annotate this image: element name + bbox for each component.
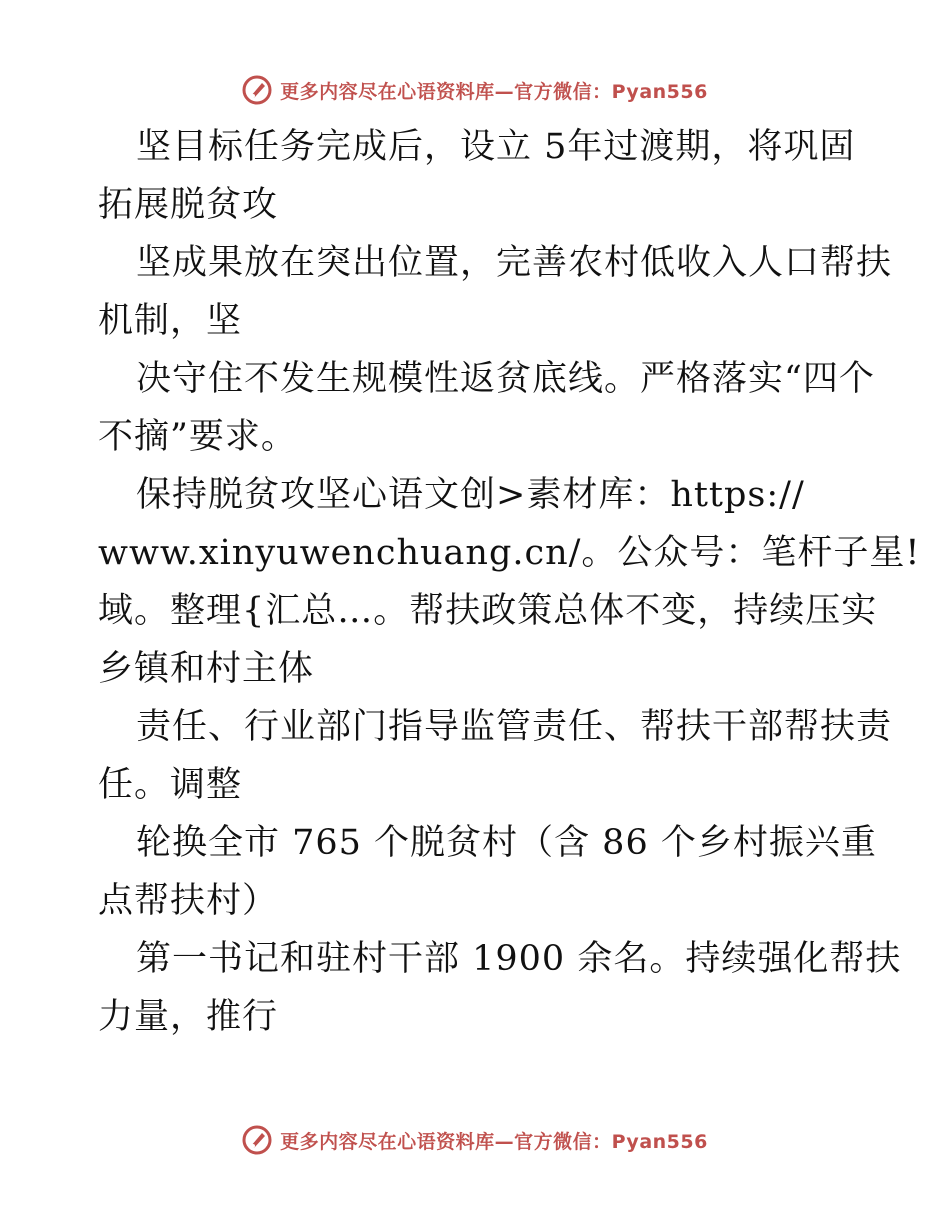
text-line: 拓展脱贫攻 — [98, 185, 279, 225]
text-line: 坚目标任务完成后，设立 5年过渡期，将巩固 — [136, 127, 856, 167]
text-line: 责任、行业部门指导监管责任、帮扶干部帮扶责 — [136, 707, 893, 747]
text-line: 点帮扶村） — [98, 881, 279, 921]
watermark-text: 更多内容尽在心语资料库—官方微信：Pyan556 — [280, 80, 708, 103]
text-line: 力量，推行 — [98, 997, 279, 1037]
text-line: 轮换全市 765 个脱贫村（含 86 个乡村振兴重 — [136, 823, 877, 863]
text-line: 坚成果放在突出位置，完善农村低收入人口帮扶 — [136, 243, 893, 283]
text-line: 第一书记和驻村干部 1900 余名。持续强化帮扶 — [136, 939, 902, 979]
text-line: 任。调整 — [98, 765, 243, 805]
footer-watermark — [0, 1120, 950, 1160]
pen-seal-icon — [242, 75, 272, 105]
text-line: 保持脱贫攻坚心语文创>素材库：https:// — [136, 475, 805, 515]
text-line: 域。整理{汇总…。帮扶政策总体不变，持续压实 — [98, 591, 878, 631]
watermark-text: 更多内容尽在心语资料库—官方微信：Pyan556 — [280, 1130, 708, 1153]
text-line: 不摘”要求。 — [98, 417, 297, 457]
header-watermark — [0, 70, 950, 110]
text-line: www.xinyuwenchuang.cn/。公众号：笔杆子星! — [98, 533, 921, 573]
text-line: 机制，坚 — [98, 301, 243, 341]
text-line: 乡镇和村主体 — [98, 649, 315, 689]
pen-seal-icon — [242, 1125, 272, 1155]
document-body — [98, 118, 921, 1046]
text-line: 决守住不发生规模性返贫底线。严格落实“四个 — [136, 359, 875, 399]
